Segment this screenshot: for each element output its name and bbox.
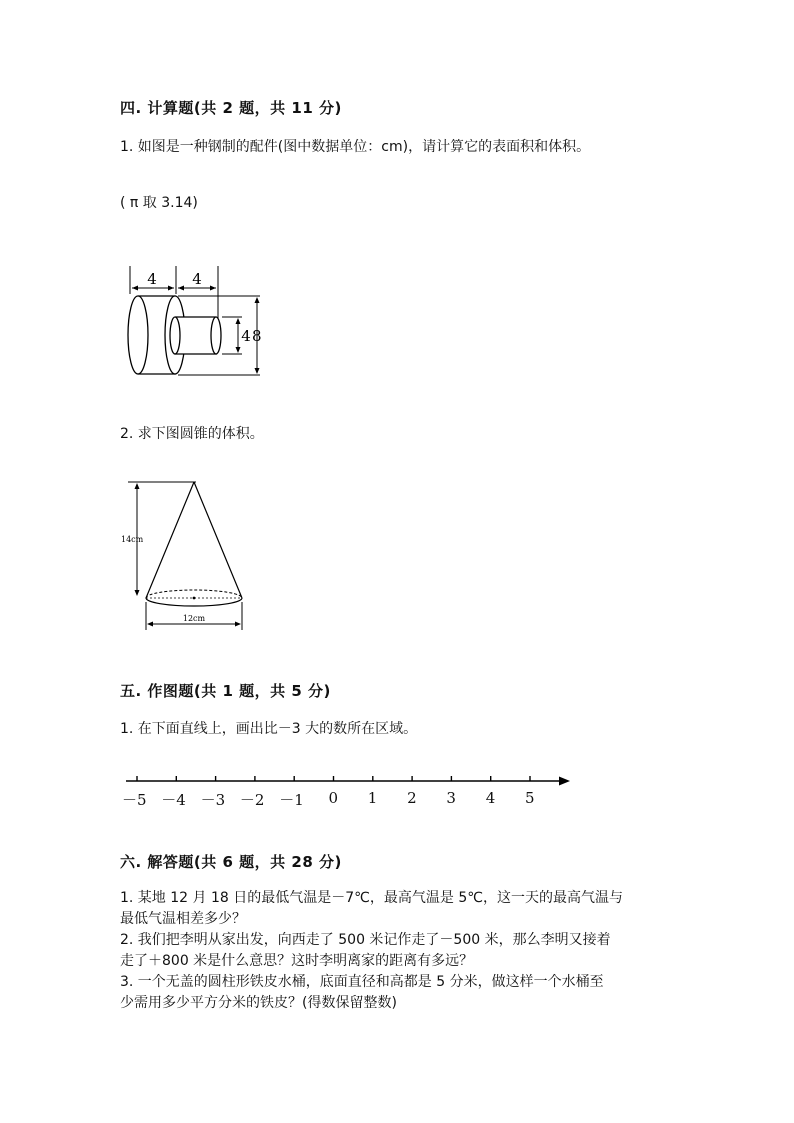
number-line-label: 5 [525, 789, 535, 807]
number-line-label: －2 [239, 791, 265, 809]
arrow-head [236, 347, 241, 353]
cone-left-edge [146, 482, 194, 598]
number-line-label: －1 [279, 791, 304, 809]
dim-label-d: 8 [252, 327, 262, 345]
question-4-1-note: ( π 取 3.14) [120, 195, 198, 211]
big-cylinder-left-face [128, 296, 148, 374]
arrow-head [255, 297, 260, 303]
question-6-2-line2: 走了＋800 米是什么意思？这时李明离家的距离有多远？ [120, 953, 474, 969]
number-line-label: 4 [485, 789, 496, 807]
arrow-head [135, 483, 140, 489]
cone-right-edge [194, 482, 242, 598]
number-line-label: 1 [367, 789, 378, 807]
number-line-arrow [559, 777, 570, 786]
section-six-heading: 六. 解答题(共 6 题，共 28 分) [120, 853, 342, 871]
small-cylinder-left-face [170, 317, 180, 354]
question-4-2-text: 2. 求下图圆锥的体积。 [120, 426, 264, 442]
number-line-label: 2 [407, 789, 417, 807]
dim-label-c: 4 [241, 327, 251, 345]
cone-center-dot [193, 597, 196, 600]
small-cylinder-body [175, 317, 216, 354]
arrow-head [255, 368, 260, 374]
question-6-1-line2: 最低气温相差多少？ [120, 911, 246, 927]
arrow-head [147, 622, 153, 627]
cone-figure [118, 476, 250, 636]
dim-label-a: 4 [147, 270, 157, 288]
arrow-head [236, 318, 241, 324]
number-line-label: －3 [200, 791, 226, 809]
arrow-head [210, 286, 216, 291]
steel-part-figure [118, 262, 278, 386]
question-6-2-line1: 2. 我们把李明从家出发，向西走了 500 米记作走了－500 米，那么李明又接着 [120, 932, 611, 948]
question-6-3-line2: 少需用多少平方分米的铁皮？(得数保留整数) [120, 995, 397, 1011]
question-6-1-line1: 1. 某地 12 月 18 日的最低气温是－7℃，最高气温是 5℃，这一天的最高气温与 [120, 890, 623, 906]
dim-label-b: 4 [192, 270, 202, 288]
cone-height-label: 14cm [121, 535, 144, 544]
question-6-3-line1: 3. 一个无盖的圆柱形铁皮水桶，底面直径和高都是 5 分米，做这样一个水桶至 [120, 974, 604, 990]
arrow-head [132, 286, 138, 291]
arrow-head [178, 286, 184, 291]
number-line-label: －5 [122, 791, 147, 809]
small-cylinder-right-face [211, 317, 221, 354]
arrow-head [135, 590, 140, 596]
question-5-1-text: 1. 在下面直线上，画出比－3 大的数所在区域。 [120, 721, 418, 737]
section-five-heading: 五. 作图题(共 1 题，共 5 分) [120, 682, 331, 700]
number-line-label: 3 [446, 789, 456, 807]
number-line-label: －4 [161, 791, 186, 809]
cone-diameter-label: 12cm [182, 614, 206, 623]
section-four-heading: 四. 计算题(共 2 题，共 11 分) [120, 99, 342, 117]
number-line-label: 0 [328, 789, 339, 807]
number-line-labels [118, 789, 574, 811]
question-4-1-text: 1. 如图是一种钢制的配件(图中数据单位：cm)，请计算它的表面积和体积。 [120, 139, 591, 155]
arrow-head [235, 622, 241, 627]
arrow-head [168, 286, 174, 291]
